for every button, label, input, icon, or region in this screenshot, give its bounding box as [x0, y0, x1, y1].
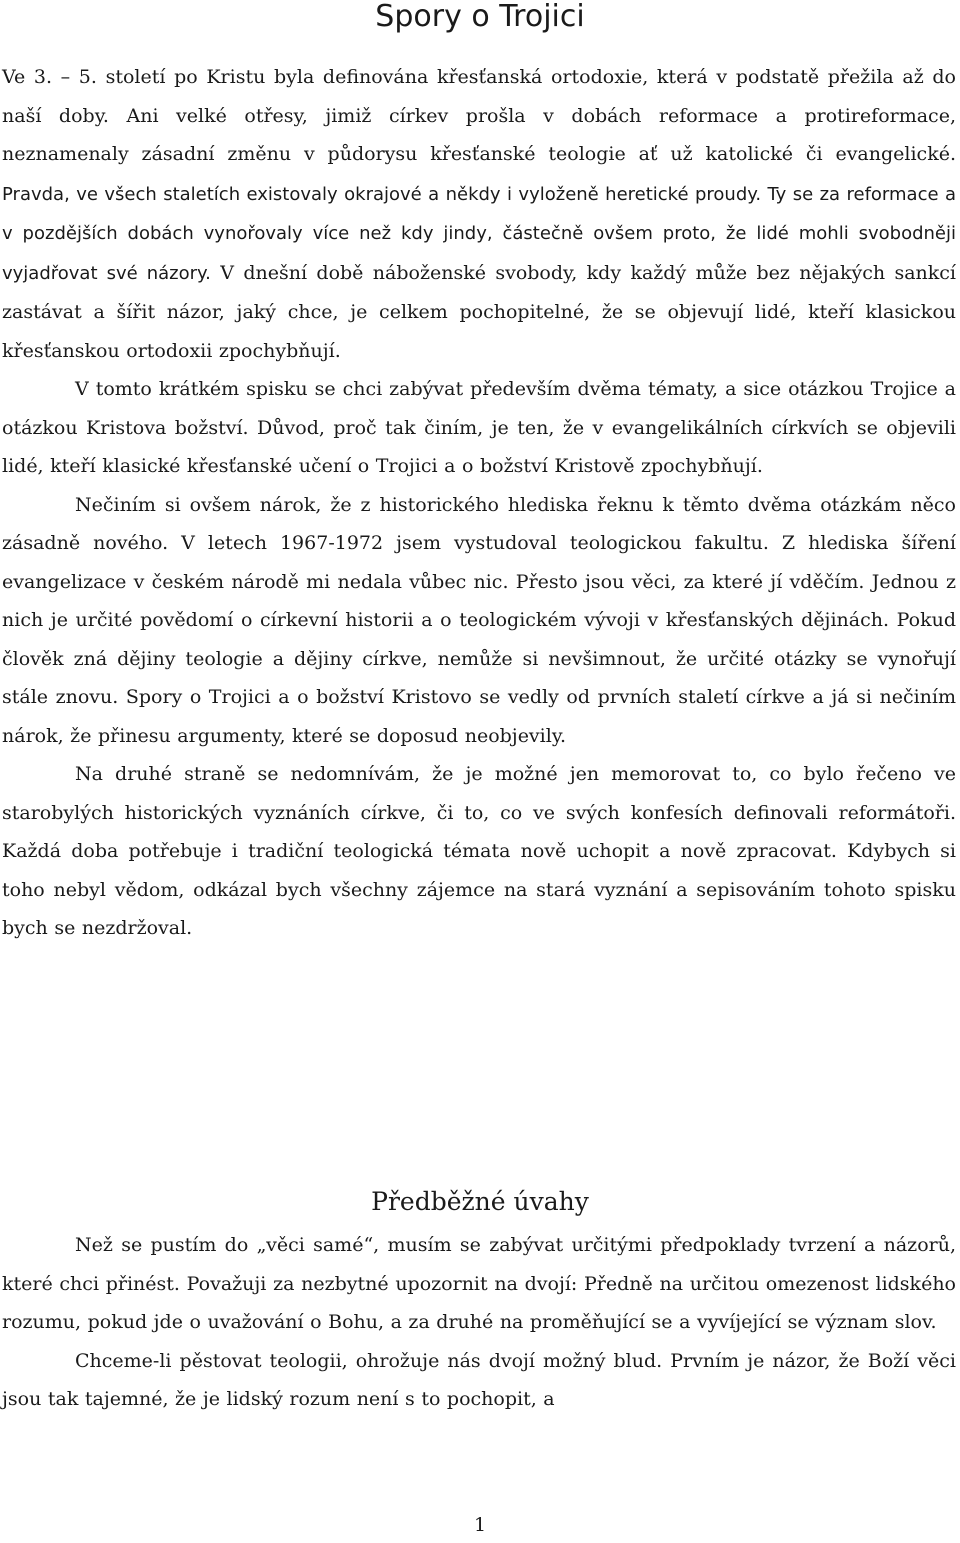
paragraph-claim: Nečiním si ovšem nárok, že z historického hlediska řeknu k těmto dvěma otázkám něco zásadně nového. V letech 1967-1972 jsem vystudoval teologickou fakultu. Z hlediska šíření evangelizace v českém národě mi nedala vůbec nic. Přesto jsou věci, za které jí vděčím. Jednou z nich je určité povědomí o církevní historii a o teologickém vývoji v křesťanských dějinách. Pokud člověk zná dějiny teologie a dějiny církve, nemůže si nevšimnout, že určité otázky se vynořují stále znovu. Spory o Trojici a o božství Kristovo se vedly od prvních staletí církve a já si nečiním nárok, že přinesu argumenty, které se doposud neobjevily.	[2, 493, 956, 747]
main-text-section	[2, 58, 956, 948]
preliminary-section	[2, 1226, 956, 1419]
paragraph-intro-part-1: Ve 3. – 5. století po Kristu byla definována křesťanská ortodoxie, která v podstatě přežila až do naší doby. Ani velké otřesy, jimiž církev prošla v dobách reformace a protireformace, neznamenaly zásadní změnu v půdorysu křesťanské teologie ať už katolické či evangelické.	[2, 66, 956, 165]
paragraph-intro-part-3: V dnešní době náboženské svobody, kdy každý může bez nějakých sankcí zastávat a šířit názor, jaký chce, je celkem pochopitelné, že se objevují lidé, kteří klasickou křesťanskou ortodoxii zpochybňují.	[2, 261, 956, 362]
paragraph-theology: Chceme-li pěstovat teologii, ohrožuje nás dvojí možný blud. Prvním je názor, že Boží věci jsou tak tajemné, že je lidský rozum není s to pochopit, a	[2, 1349, 956, 1410]
paragraph-purpose: V tomto krátkém spisku se chci zabývat především dvěma tématy, a sice otázkou Trojice a otázkou Kristova božství. Důvod, proč tak činím, je ten, že v evangelikálních církvích se objevili lidé, kteří klasické křesťanské učení o Trojici a o božství Kristově zpochybňují.	[2, 378, 956, 477]
document-title: Spory o Trojici	[375, 0, 585, 34]
paragraph-other-side: Na druhé straně se nedomnívám, že je možné jen memorovat to, co bylo řečeno ve starobylých historických vyznáních církve, či to, co ve svých konfesích definovali reformátoři. Každá doba potřebuje i tradiční teologická témata nově uchopit a nově zpracovat. Kdybych si toho nebyl vědom, odkázal bych všechny zájemce na stará vyznání a sepisováním tohoto spisku bych se nezdržoval.	[2, 763, 956, 939]
paragraph-intro-part-2: Pravda, ve všech staletích existovaly okrajové a někdy i vyloženě heretické proudy. Ty se za reformace a v pozdějších dobách vynořovaly více než kdy jindy, částečně ovšem proto, že lidé mohli svobodněji vyjadřovat své názory.	[2, 183, 956, 284]
page-number: 1	[473, 1514, 487, 1536]
section-subtitle: Předběžné úvahy	[371, 1187, 589, 1216]
paragraph-intro	[2, 58, 956, 370]
paragraph-preliminary: Než se pustím do „věci samé“, musím se zabývat určitými předpoklady tvrzení a názorů, které chci přinést. Považuji za nezbytné upozornit na dvojí: Předně na určitou omezenost lidského rozumu, pokud jde o uvažování o Bohu, a za druhé na proměňující se a vyvíjející se význam slov.	[2, 1234, 956, 1333]
